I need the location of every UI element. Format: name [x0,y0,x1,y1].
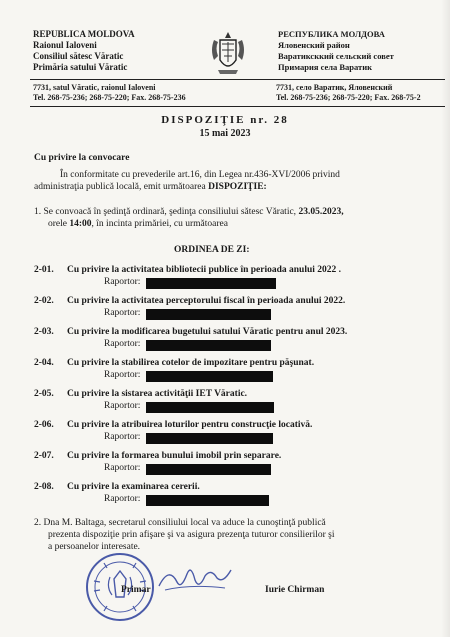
agenda-item-number: 2-01. [34,265,54,275]
header-left [33,29,135,73]
signer-name: Iurie Chirman [265,585,325,595]
agenda-item [34,482,200,492]
header-right [278,29,394,73]
agenda-item-text: Cu privire la atribuirea loturilor pentru construcţie locativă. [67,420,313,430]
agenda-item-number: 2-05. [34,389,54,399]
agenda-item-text: Cu privire la activitatea perceptorului fiscal în perioada anului 2022. [67,296,346,306]
left-address [33,83,186,103]
signer-role: Primar [121,585,151,595]
right-phone-line: Tel. 268-75-236; 268-75-220; Fax. 268-75-2 [276,93,421,102]
agenda-title: ORDINEA DE ZI: [174,245,250,255]
left-address-line: 7731, satul Văratic, raionul Ialoveni [33,83,156,92]
raportor-label: Raportor: [104,339,141,349]
intro-text: administraţia publică locală, emit următoarea [34,182,209,192]
header-rule-top [30,79,445,80]
header-rule-bottom [30,106,445,107]
document-title: DISPOZIŢIE nr. 28 [161,114,289,126]
redacted-name [146,340,271,351]
agenda-item-number: 2-04. [34,358,54,368]
agenda-item-number: 2-03. [34,327,54,337]
header-left-line: Primăria satului Văratic [33,62,128,72]
redacted-name [146,278,276,289]
coat-of-arms-icon [208,30,248,78]
point-2-line-1: Dna M. Baltaga, secretarul consiliului local va aduce la cunoştinţă publică [43,518,326,528]
agenda-item [34,420,312,430]
redacted-name [146,433,273,444]
point-1-text: Se convoacă în şedinţă ordinară, şedinţa consiliului sătesc Văratic, [43,207,299,217]
redacted-name [146,495,269,506]
point-2-line-3: a persoanelor interesate. [48,542,141,552]
raportor-label: Raportor: [104,494,141,504]
agenda-item-number: 2-08. [34,482,54,492]
raportor-label: Raportor: [104,463,141,473]
document-date: 15 mai 2023 [199,128,251,139]
agenda-item-number: 2-07. [34,451,54,461]
subject-line: Cu privire la convocare [34,153,130,163]
raportor-label: Raportor: [104,370,141,380]
point-1-date: 23.05.2023, [298,207,344,217]
intro-dispozitie: DISPOZIŢIE: [208,182,267,192]
scan-edge-shadow [441,0,450,637]
signature-icon [155,560,235,596]
agenda-item-text: Cu privire la activitatea bibliotecii publice în perioada anului 2022 . [67,265,342,275]
intro-line-2 [34,181,267,193]
raportor-label: Raportor: [104,308,141,318]
point-1-location: , în incinta primăriei, cu următoarea [91,219,228,229]
header-right-line: Примария села Варатик [278,62,373,72]
point-2-line-2: prezenta dispoziţie prin afişare şi va asigura prezenţa tuturor consilierilor şi [48,530,335,540]
agenda-item-text: Cu privire la formarea bunului imobil prin separare. [67,451,282,461]
right-address-line: 7731, село Варатик, Яловенский [276,83,393,92]
agenda-item [34,265,341,275]
agenda-item-number: 2-06. [34,420,54,430]
right-address [276,83,421,103]
point-2-number: 2. [34,518,42,528]
agenda-item [34,451,281,461]
redacted-name [146,371,273,382]
agenda-item-text: Cu privire la modificarea bugetului satului Văratic pentru anul 2023. [67,327,348,337]
agenda-item [34,327,347,337]
point-1 [34,206,344,218]
point-1-time: 14:00 [69,219,92,229]
agenda-item [34,389,247,399]
redacted-name [146,402,274,413]
redacted-name [146,309,271,320]
raportor-label: Raportor: [104,432,141,442]
agenda-item-number: 2-02. [34,296,54,306]
header-left-line: Raionul Ialoveni [33,40,97,50]
header-right-line: Яловенский район [278,40,350,50]
header-right-line: РЕСПУБЛИКА МОЛДОВА [278,29,385,39]
left-phone-line: Tel. 268-75-236; 268-75-220; Fax. 268-75-236 [33,93,186,102]
agenda-item-text: Cu privire la sistarea activităţii IET Văratic. [67,389,248,399]
point-1-number: 1. [34,207,42,217]
point-1-cont [48,218,228,230]
agenda-item [34,296,345,306]
agenda-item-text: Cu privire la examinarea cererii. [67,482,200,492]
intro-line-1: În conformitate cu prevederile art.16, din Legea nr.436-XVI/2006 privind [60,170,340,180]
agenda-item-text: Cu privire la stabilirea cotelor de impozitare pentru păşunat. [67,358,315,368]
point-2 [34,517,326,529]
header-left-line: Consiliul sătesc Văratic [33,51,124,61]
header-right-line: Варатиксккий сельский совет [278,51,394,61]
agenda-item [34,358,314,368]
raportor-label: Raportor: [104,277,141,287]
redacted-name [146,464,271,475]
point-1-orele: orele [48,219,70,229]
header-left-line: REPUBLICA MOLDOVA [33,29,135,39]
raportor-label: Raportor: [104,401,141,411]
